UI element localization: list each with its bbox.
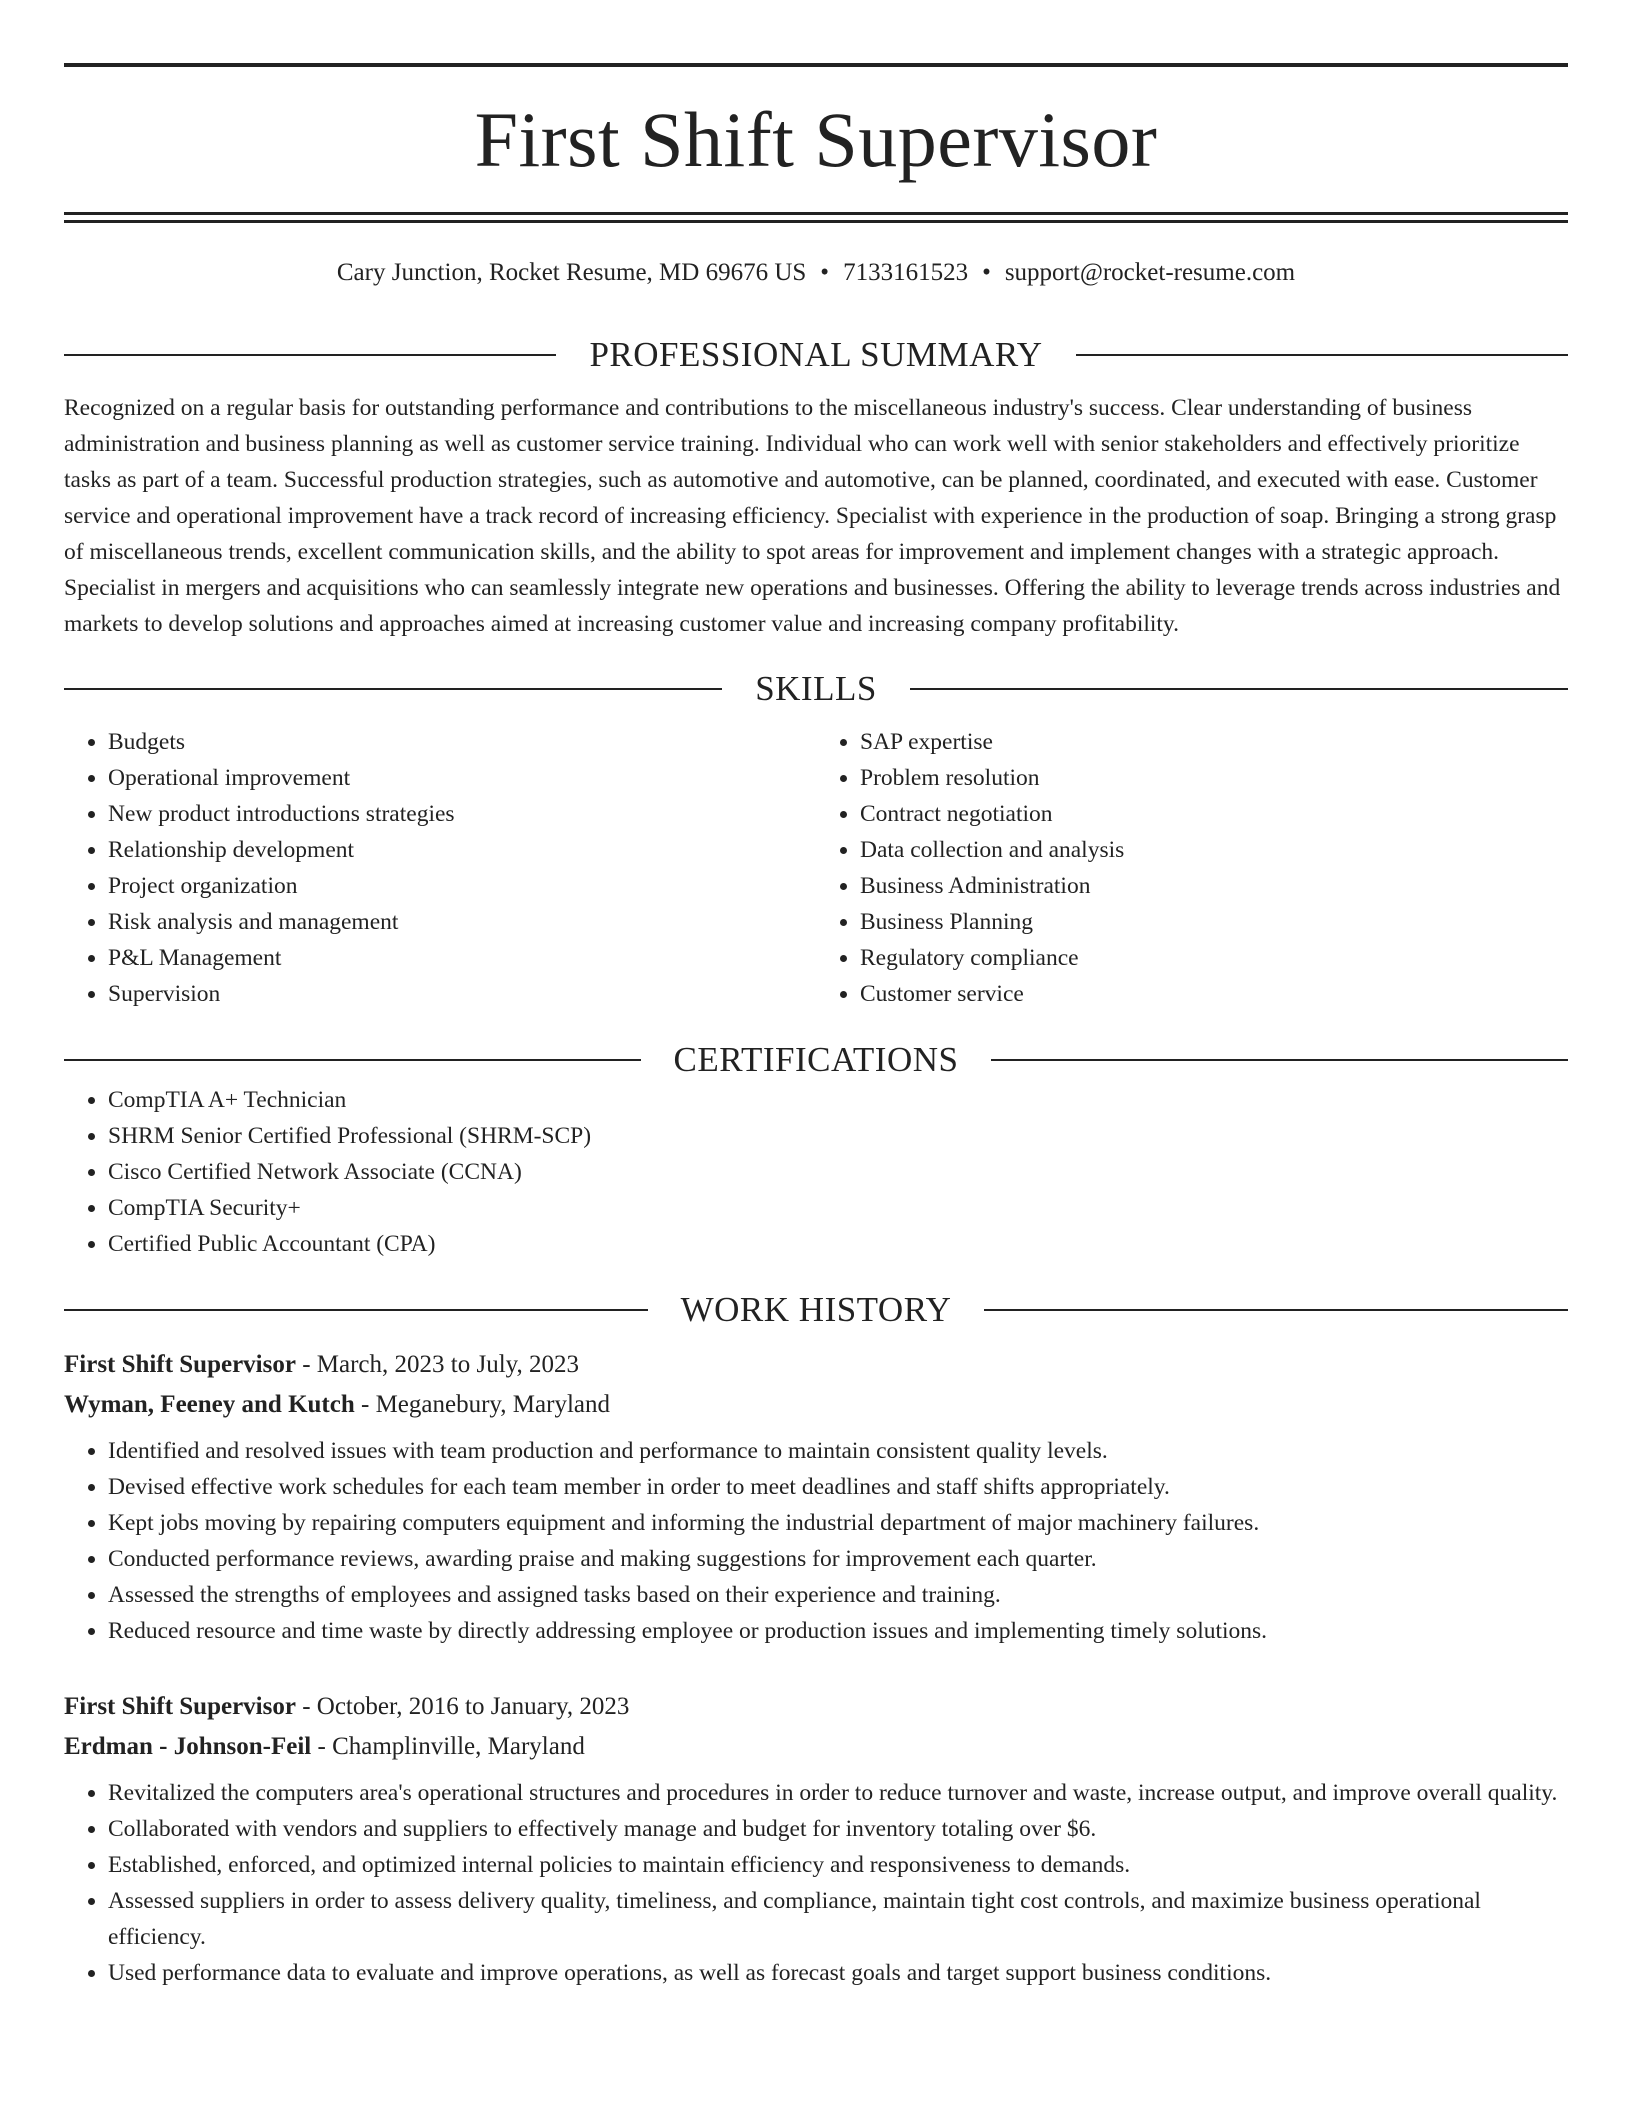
heading-rule	[984, 1309, 1568, 1311]
skills-list-left	[64, 724, 816, 1012]
heading-rule	[910, 688, 1568, 690]
skill-item: • Contract negotiation	[860, 796, 1568, 832]
skill-item: • Risk analysis and management	[108, 904, 816, 940]
certification-item: • Certified Public Accountant (CPA)	[108, 1226, 1568, 1262]
job-title-line	[64, 1687, 1568, 1727]
job-company: Erdman - Johnson-Feil	[64, 1733, 312, 1760]
job-company-line	[64, 1727, 1568, 1767]
resume-name: First Shift Supervisor	[474, 96, 1158, 183]
section-title: SKILLS	[755, 669, 877, 708]
skill-item: • SAP expertise	[860, 724, 1568, 760]
contact-phone: 7133161523	[843, 259, 969, 286]
heading-rule	[64, 354, 556, 356]
section-heading-work-history	[64, 1288, 1568, 1332]
job-bullet: • Collaborated with vendors and suppliers to effectively manage and budget for inventory totaling over $6.	[108, 1811, 1568, 1847]
job-title: First Shift Supervisor	[64, 1693, 296, 1720]
contact-separator: •	[982, 259, 991, 286]
job-entry	[64, 1345, 1568, 1649]
section-title: WORK HISTORY	[680, 1290, 952, 1329]
skill-item: • Regulatory compliance	[860, 940, 1568, 976]
skills-columns	[64, 724, 1568, 1012]
job-dates: - October, 2016 to January, 2023	[295, 1693, 630, 1720]
certification-item: • SHRM Senior Certified Professional (SHRM-SCP)	[108, 1118, 1568, 1154]
header-top-rule	[64, 63, 1568, 67]
work-history-list	[64, 1345, 1568, 1991]
skill-item: • Data collection and analysis	[860, 832, 1568, 868]
section-title: PROFESSIONAL SUMMARY	[589, 335, 1043, 374]
job-bullet: • Conducted performance reviews, awarding praise and making suggestions for improvement each quarter.	[108, 1541, 1568, 1577]
job-location: - Meganebury, Maryland	[354, 1391, 610, 1418]
job-bullet: • Assessed the strengths of employees and assigned tasks based on their experience and training.	[108, 1577, 1568, 1613]
certifications-list	[64, 1082, 1568, 1262]
certification-item: • CompTIA A+ Technician	[108, 1082, 1568, 1118]
skill-item: • Customer service	[860, 976, 1568, 1012]
section-heading-certifications	[64, 1038, 1568, 1082]
job-bullet: • Identified and resolved issues with team production and performance to maintain consistent quality levels.	[108, 1433, 1568, 1469]
heading-rule	[64, 688, 722, 690]
contact-separator: •	[820, 259, 830, 286]
job-bullet: • Used performance data to evaluate and improve operations, as well as forecast goals and target support business conditions.	[108, 1955, 1568, 1991]
header-double-rule	[64, 212, 1568, 223]
section-heading-skills	[64, 667, 1568, 711]
skill-item: • Problem resolution	[860, 760, 1568, 796]
skill-item: • Relationship development	[108, 832, 816, 868]
heading-rule	[64, 1309, 648, 1311]
skill-item: • Operational improvement	[108, 760, 816, 796]
skill-item: • Supervision	[108, 976, 816, 1012]
skills-list-right	[816, 724, 1568, 1012]
heading-rule	[991, 1059, 1568, 1061]
section-heading-summary	[64, 333, 1568, 377]
section-title: CERTIFICATIONS	[673, 1040, 959, 1079]
job-location: - Champlinville, Maryland	[311, 1733, 585, 1760]
job-bullet: • Reduced resource and time waste by directly addressing employee or production issues and implementing timely solutions.	[108, 1613, 1568, 1649]
certification-item: • Cisco Certified Network Associate (CCNA)	[108, 1154, 1568, 1190]
job-title: First Shift Supervisor	[64, 1351, 296, 1378]
job-dates: - March, 2023 to July, 2023	[295, 1351, 580, 1378]
job-title-line	[64, 1345, 1568, 1385]
job-entry	[64, 1687, 1568, 1991]
skill-item: • Budgets	[108, 724, 816, 760]
resume-page	[64, 0, 1568, 1991]
heading-rule	[64, 1059, 641, 1061]
job-bullet: • Devised effective work schedules for each team member in order to meet deadlines and staff shifts appropriately.	[108, 1469, 1568, 1505]
contact-email[interactable]: support@rocket-resume.com	[1004, 259, 1296, 286]
skill-item: • Business Administration	[860, 868, 1568, 904]
contact-address: Cary Junction, Rocket Resume, MD 69676 US	[336, 259, 807, 286]
job-bullets	[64, 1775, 1568, 1991]
job-bullet: • Established, enforced, and optimized internal policies to maintain efficiency and responsiveness to demands.	[108, 1847, 1568, 1883]
heading-rule	[1076, 354, 1568, 356]
job-company: Wyman, Feeney and Kutch	[64, 1391, 355, 1418]
skill-item: • New product introductions strategies	[108, 796, 816, 832]
job-bullet: • Kept jobs moving by repairing computers equipment and informing the industrial department of major machinery failures.	[108, 1505, 1568, 1541]
job-bullet: • Assessed suppliers in order to assess delivery quality, timeliness, and compliance, maintain tight cost controls, and maximize business operational efficiency.	[108, 1883, 1568, 1955]
contact-line	[64, 257, 1568, 289]
skill-item: • Business Planning	[860, 904, 1568, 940]
skill-item: • P&L Management	[108, 940, 816, 976]
job-bullet: • Revitalized the computers area's operational structures and procedures in order to reduce turnover and waste, increase output, and improve overall quality.	[108, 1775, 1568, 1811]
skill-item: • Project organization	[108, 868, 816, 904]
job-bullets	[64, 1433, 1568, 1649]
job-company-line	[64, 1385, 1568, 1425]
professional-summary-text: Recognized on a regular basis for outstanding performance and contributions to the miscellaneous industry's success. Clear understanding of business administration and business planning as well as customer service training. Individual who can work well with senior stakeholders and effectively prioritize tasks as part of a team. Successful production strategies, such as automotive and automotive, can be planned, coordinated, and executed with ease. Customer service and operational improvement have a track record of increasing efficiency. Specialist with experience in the production of soap. Bringing a strong grasp of miscellaneous trends, excellent communication skills, and the ability to spot areas for improvement and implement changes with a strategic approach. Specialist in mergers and acquisitions who can seamlessly integrate new operations and businesses. Offering the ability to leverage trends across industries and markets to develop solutions and approaches aimed at increasing customer value and increasing company profitability.	[64, 395, 1561, 637]
certification-item: • CompTIA Security+	[108, 1190, 1568, 1226]
